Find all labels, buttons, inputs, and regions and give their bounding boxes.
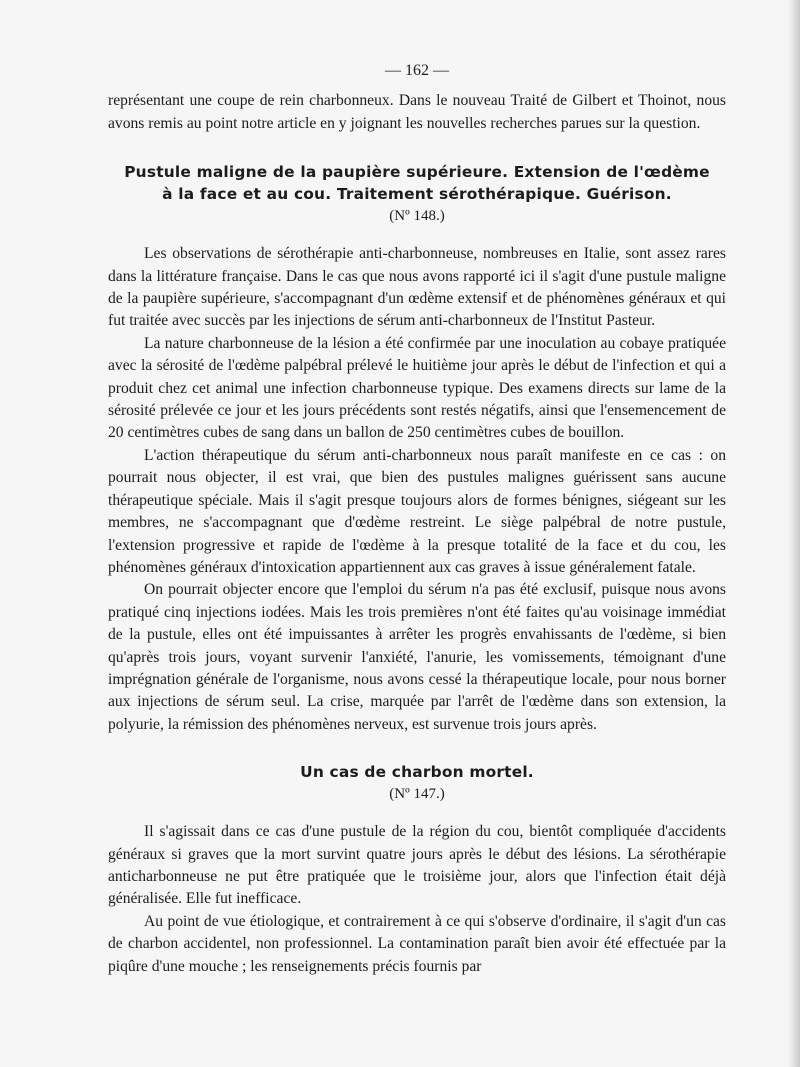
section2-number: (Nº 147.) [389,786,445,803]
section1-paragraph-1: Les observations de sérothérapie anti-charbonneuse, nombreuses en Italie, sont assez rares dans la littérature française. Dans le cas que nous avons rapporté ici il s'agit d'une pustule maligne de la paupière supérieure, s'accompagnant d'un œdème extensif et de phénomènes généraux et qui fut traitée avec succès par les injections de sérum anti-charbonneux de l'Institut Pasteur. [108,245,726,330]
section1-title-line2: à la face et au cou. Traitement sérothérapique. Guérison. [162,185,672,204]
section1-number: (Nº 148.) [389,208,445,225]
page-number: — 162 — [385,62,449,79]
section1-title-line1: Pustule maligne de la paupière supérieure. Extension de l'œdème [124,163,710,182]
section2-paragraph-1: Il s'agissait dans ce cas d'une pustule de la région du cou, bientôt compliquée d'accidents généraux si graves que la mort survint quatre jours après le début des lésions. La sérothérapie anticharbonneuse ne put être pratiquée que le troisième jour, alors que l'infection était déjà généralisée. Elle fut inefficace. [108,823,726,908]
section1-paragraph-3: L'action thérapeutique du sérum anti-charbonneux nous paraît manifeste en ce cas : on pourrait nous objecter, il est vrai, que bien des pustules malignes guérissent sans aucune thérapeutique spéciale. Mais il s'agit presque toujours alors de formes bénignes, siégeant sur les membres, ne s'accompagnant que d'œdème restreint. Le siège palpébral de notre pustule, l'extension progressive et rapide de l'œdème à la presque totalité de la face et du cou, les phénomènes généraux d'intoxication appartiennent aux cas graves à issue généralement fatale. [108,446,726,576]
section2-paragraph-2: Au point de vue étiologique, et contrairement à ce qui s'observe d'ordinaire, il s'agit d'un cas de charbon accidentel, non professionnel. La contamination paraît bien avoir été effectuée par la piqûre d'une mouche ; les renseignements précis fournis par [108,912,726,975]
section2-title: Un cas de charbon mortel. [300,763,534,782]
intro-paragraph: représentant une coupe de rein charbonneux. Dans le nouveau Traité de Gilbert et Thoinot, nous avons remis au point notre article en y joignant les nouvelles recherches parues sur la question. [108,92,726,132]
section1-paragraph-2: La nature charbonneuse de la lésion a été confirmée par une inoculation au cobaye pratiquée avec la sérosité de l'œdème palpébral prélevé le huitième jour après le début de l'infection et qui a produit chez cet animal une infection charbonneuse typique. Des examens directs sur lame de la sérosité prélevée ce jour et les jours précédents sont restés négatifs, ainsi que l'ensemencement de 20 centimètres cubes de sang dans un ballon de 250 centimètres cubes de bouillon. [108,334,726,442]
page-content [108,60,726,978]
section1-paragraph-4: On pourrait objecter encore que l'emploi du sérum n'a pas été exclusif, puisque nous avons pratiqué cinq injections iodées. Mais les trois premières n'ont été faites qu'au voisinage immédiat de la pustule, elles ont été impuissantes à arrêter les progrès envahissants de l'œdème, si bien qu'après trois jours, voyant survenir l'anxiété, l'anurie, les vomissements, témoignant d'une imprégnation générale de l'organisme, nous avons cessé la thérapeutique locale, pour nous borner aux injections de sérum seul. La crise, marquée par l'arrêt de l'œdème dans son extension, la polyurie, la rémission des phénomènes nerveux, est survenue trois jours après. [108,581,726,733]
